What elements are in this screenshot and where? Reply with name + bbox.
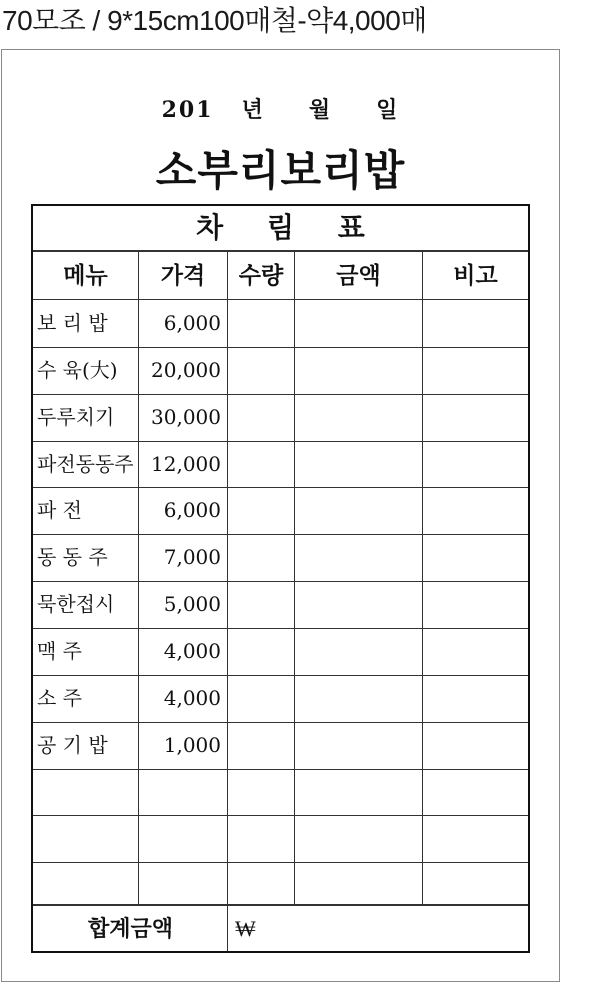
total-currency: ₩ <box>235 917 256 942</box>
menu-item-name: 맥 주 <box>37 638 82 663</box>
date-month-unit: 월 <box>308 97 333 123</box>
menu-item-name: 수 육(大) <box>37 357 118 382</box>
menu-item-price: 12,000 <box>151 451 221 476</box>
column-divider <box>422 251 423 905</box>
date-year-unit: 년 <box>241 97 265 123</box>
menu-item-price: 5,000 <box>163 592 221 617</box>
total-divider <box>227 905 228 951</box>
menu-item-name: 파 전 <box>37 498 82 523</box>
row-divider <box>33 628 528 629</box>
column-header-amount: 금액 <box>336 263 381 289</box>
menu-item-price <box>139 862 221 908</box>
row-divider <box>33 815 528 816</box>
column-divider <box>138 251 139 905</box>
row-divider <box>33 862 528 863</box>
menu-item-name <box>37 815 135 861</box>
menu-item-price <box>139 815 221 861</box>
menu-item-price: 1,000 <box>163 732 221 757</box>
row-divider <box>33 394 528 395</box>
column-header-quantity: 수량 <box>238 263 284 289</box>
menu-item-name: 묵한접시 <box>37 592 115 617</box>
menu-item-price: 6,000 <box>163 311 221 335</box>
row-divider <box>33 347 528 348</box>
row-divider <box>33 769 528 770</box>
row-divider <box>33 722 528 723</box>
date-line <box>0 93 561 124</box>
menu-item-name <box>37 769 135 815</box>
column-header-note: 비고 <box>453 263 498 289</box>
menu-item-price: 30,000 <box>151 404 221 429</box>
row-divider <box>33 441 528 442</box>
row-divider <box>33 487 528 488</box>
row-divider <box>33 675 528 676</box>
menu-item-price: 20,000 <box>151 357 221 382</box>
column-divider <box>227 251 228 905</box>
menu-item-price <box>139 769 221 815</box>
menu-table <box>31 204 530 953</box>
menu-item-name <box>37 862 135 908</box>
menu-item-name: 동 동 주 <box>37 545 108 570</box>
date-day-unit: 일 <box>376 97 400 123</box>
print-spec: 70모조 / 9*15cm100매철-약4,000매 <box>2 5 427 36</box>
column-header-menu: 메뉴 <box>63 263 108 289</box>
total-label: 합계금액 <box>87 917 173 942</box>
row-divider <box>33 534 528 535</box>
column-divider <box>294 251 295 905</box>
row-divider <box>33 581 528 582</box>
restaurant-name: 소부리보리밥 <box>155 146 406 195</box>
menu-item-price: 7,000 <box>163 545 221 570</box>
date-year: 201 <box>161 97 214 123</box>
menu-item-price: 4,000 <box>163 685 221 710</box>
menu-item-price: 6,000 <box>163 498 221 523</box>
menu-item-name: 파전동동주 <box>37 451 134 476</box>
menu-item-name: 소 주 <box>37 685 82 710</box>
column-header-price: 가격 <box>160 263 206 289</box>
menu-item-name: 공 기 밥 <box>37 732 108 757</box>
menu-item-name: 두루치기 <box>37 404 115 429</box>
menu-item-name: 보 리 밥 <box>37 311 108 335</box>
table-title: 차 림 표 <box>196 211 365 244</box>
menu-item-price: 4,000 <box>163 638 221 663</box>
